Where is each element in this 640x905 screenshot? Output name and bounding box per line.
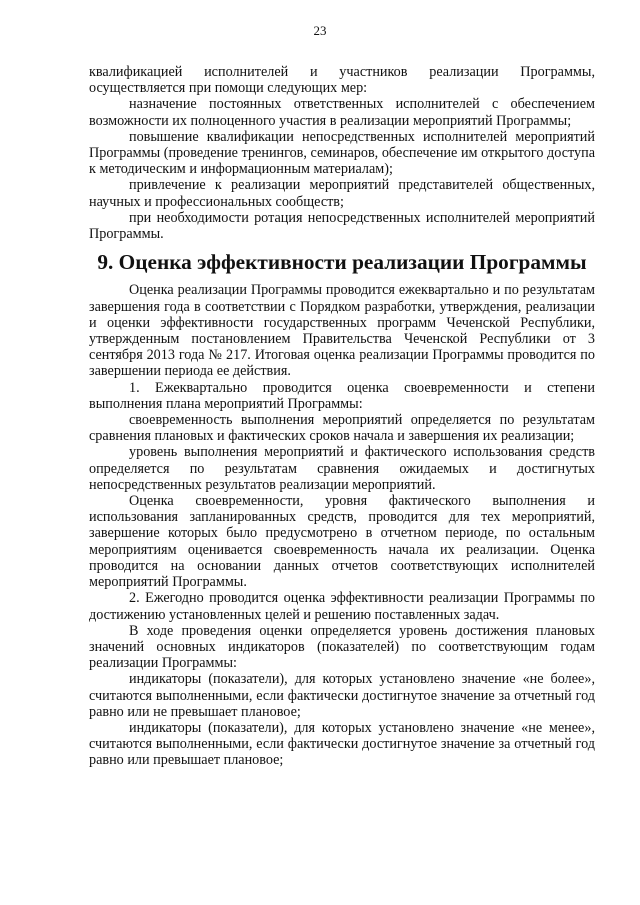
list-item: своевременность выполнения мероприятий определяется по результатам сравнения плановых и фактических сроков начала и завершения их реализации; <box>89 412 595 445</box>
paragraph: квалификацией исполнителей и участников реализации Программы, осуществляется при помощи следующих мер: <box>89 64 595 97</box>
paragraph: В ходе проведения оценки определяется уровень достижения плановых значений основных индикаторов (показателей) по соответствующим годам реализации Программы: <box>89 622 595 672</box>
list-item: назначение постоянных ответственных исполнителей с обеспечением возможности их полноценного участия в реализации мероприятий Программы; <box>89 96 595 129</box>
paragraph: 1. Ежеквартально проводится оценка своевременности и степени выполнения плана мероприятий Программы: <box>89 379 595 412</box>
list-item: индикаторы (показатели), для которых установлено значение «не менее», считаются выполненными, если фактически достигнутое значение за отчетный год равно или превышает плановое; <box>89 719 595 769</box>
paragraph: Оценка реализации Программы проводится ежеквартально и по результатам завершения года в соответствии с Порядком разработки, утверждения, реализации и оценки эффективности государственных программ Чеченской Республики, утвержденным постановлением Правительства Чеченской Республики от 3 сентября 2013 года № 217. Итоговая оценка реализации Программы проводится по завершении периода ее действия. <box>89 282 595 380</box>
list-item: уровень выполнения мероприятий и фактического использования средств определяется по результатам сравнения ожидаемых и достигнутых непосредственных результатов реализации мероприятий. <box>89 444 595 493</box>
paragraph: 2. Ежегодно проводится оценка эффективности реализации Программы по достижению установленных целей и решению поставленных задач. <box>89 590 595 623</box>
list-item: при необходимости ротация непосредственных исполнителей мероприятий Программы. <box>89 209 595 243</box>
list-item: привлечение к реализации мероприятий представителей общественных, научных и профессиональных сообществ; <box>89 177 595 210</box>
list-item: индикаторы (показатели), для которых установлено значение «не более», считаются выполненными, если фактически достигнутое значение за отчетный год равно или не превышает плановое; <box>89 671 595 720</box>
paragraph: Оценка своевременности, уровня фактического выполнения и использования запланированных средств, проводится для тех мероприятий, завершение которых было предусмотрено в отчетном периоде, по остальным мероприятиям оценивается своевременность начала их реализации. Оценка проводится на основании данных отчетов соответствующих исполнителей мероприятий Программы. <box>89 493 595 591</box>
section-heading: 9. Оценка эффективности реализации Программы <box>97 250 587 275</box>
list-item: повышение квалификации непосредственных исполнителей мероприятий Программы (проведение тренингов, семинаров, обеспечение им открытого доступа к методическим и информационным материалам); <box>89 128 595 178</box>
page-number: 23 <box>313 23 327 38</box>
page-content <box>89 64 595 769</box>
